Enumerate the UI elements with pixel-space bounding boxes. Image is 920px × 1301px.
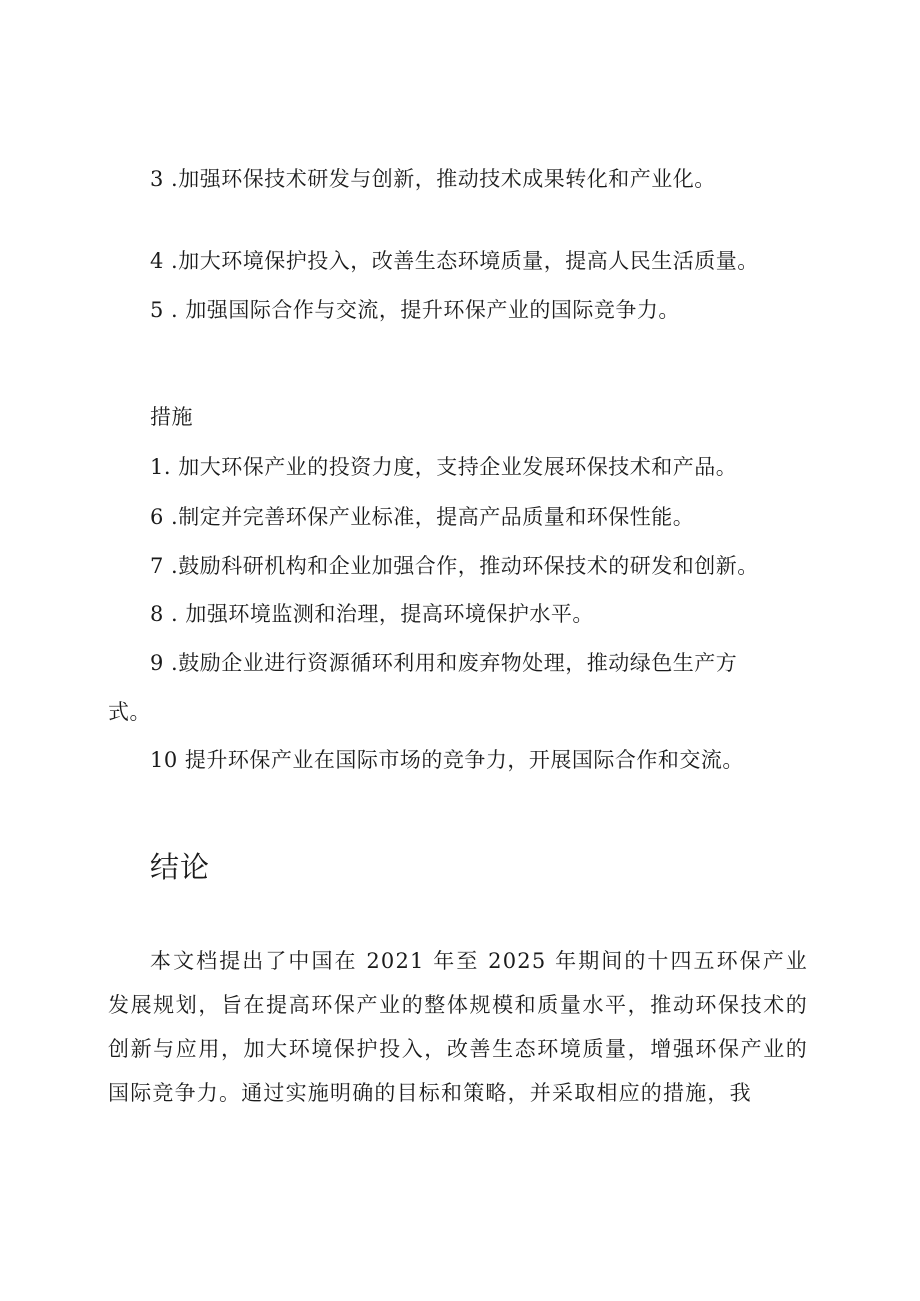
conclusion-paragraph: 本文档提出了中国在 2021 年至 2025 年期间的十四五环保产业发展规划，旨在提高环保产业的整体规模和质量水平，推动环保技术的创新与应用，加大环境保护投入，改善生态环境质量，增强环保产业的国际竞争力。通过实施明确的目标和策略，并采取相应的措施，我 xyxy=(108,949,808,1105)
measure-item-10: 10 提升环保产业在国际市场的竞争力，开展国际合作和交流。 xyxy=(150,748,744,772)
conclusion-title: 结论 xyxy=(150,850,211,884)
measure-item-6: 6 .制定并完善环保产业标准，提高产品质量和环保性能。 xyxy=(150,505,695,529)
goal-item-3: 3 .加强环保技术研发与创新，推动技术成果转化和产业化。 xyxy=(150,167,716,191)
measures-title: 措施 xyxy=(150,405,193,429)
measure-item-9-line1: 9 .鼓励企业进行资源循环利用和废弃物处理，推动绿色生产方 xyxy=(150,651,738,675)
measure-item-1: 1. 加大环保产业的投资力度，支持企业发展环保技术和产品。 xyxy=(150,455,738,479)
goal-item-4: 4 .加大环境保护投入，改善生态环境质量，提高人民生活质量。 xyxy=(150,249,759,273)
measure-item-7: 7 .鼓励科研机构和企业加强合作，推动环保技术的研发和创新。 xyxy=(150,554,759,578)
goal-item-5: 5 . 加强国际合作与交流，提升环保产业的国际竞争力。 xyxy=(150,298,680,322)
measure-item-8: 8 . 加强环境监测和治理，提高环境保护水平。 xyxy=(150,602,594,626)
measure-item-9-line2: 式。 xyxy=(108,700,151,724)
